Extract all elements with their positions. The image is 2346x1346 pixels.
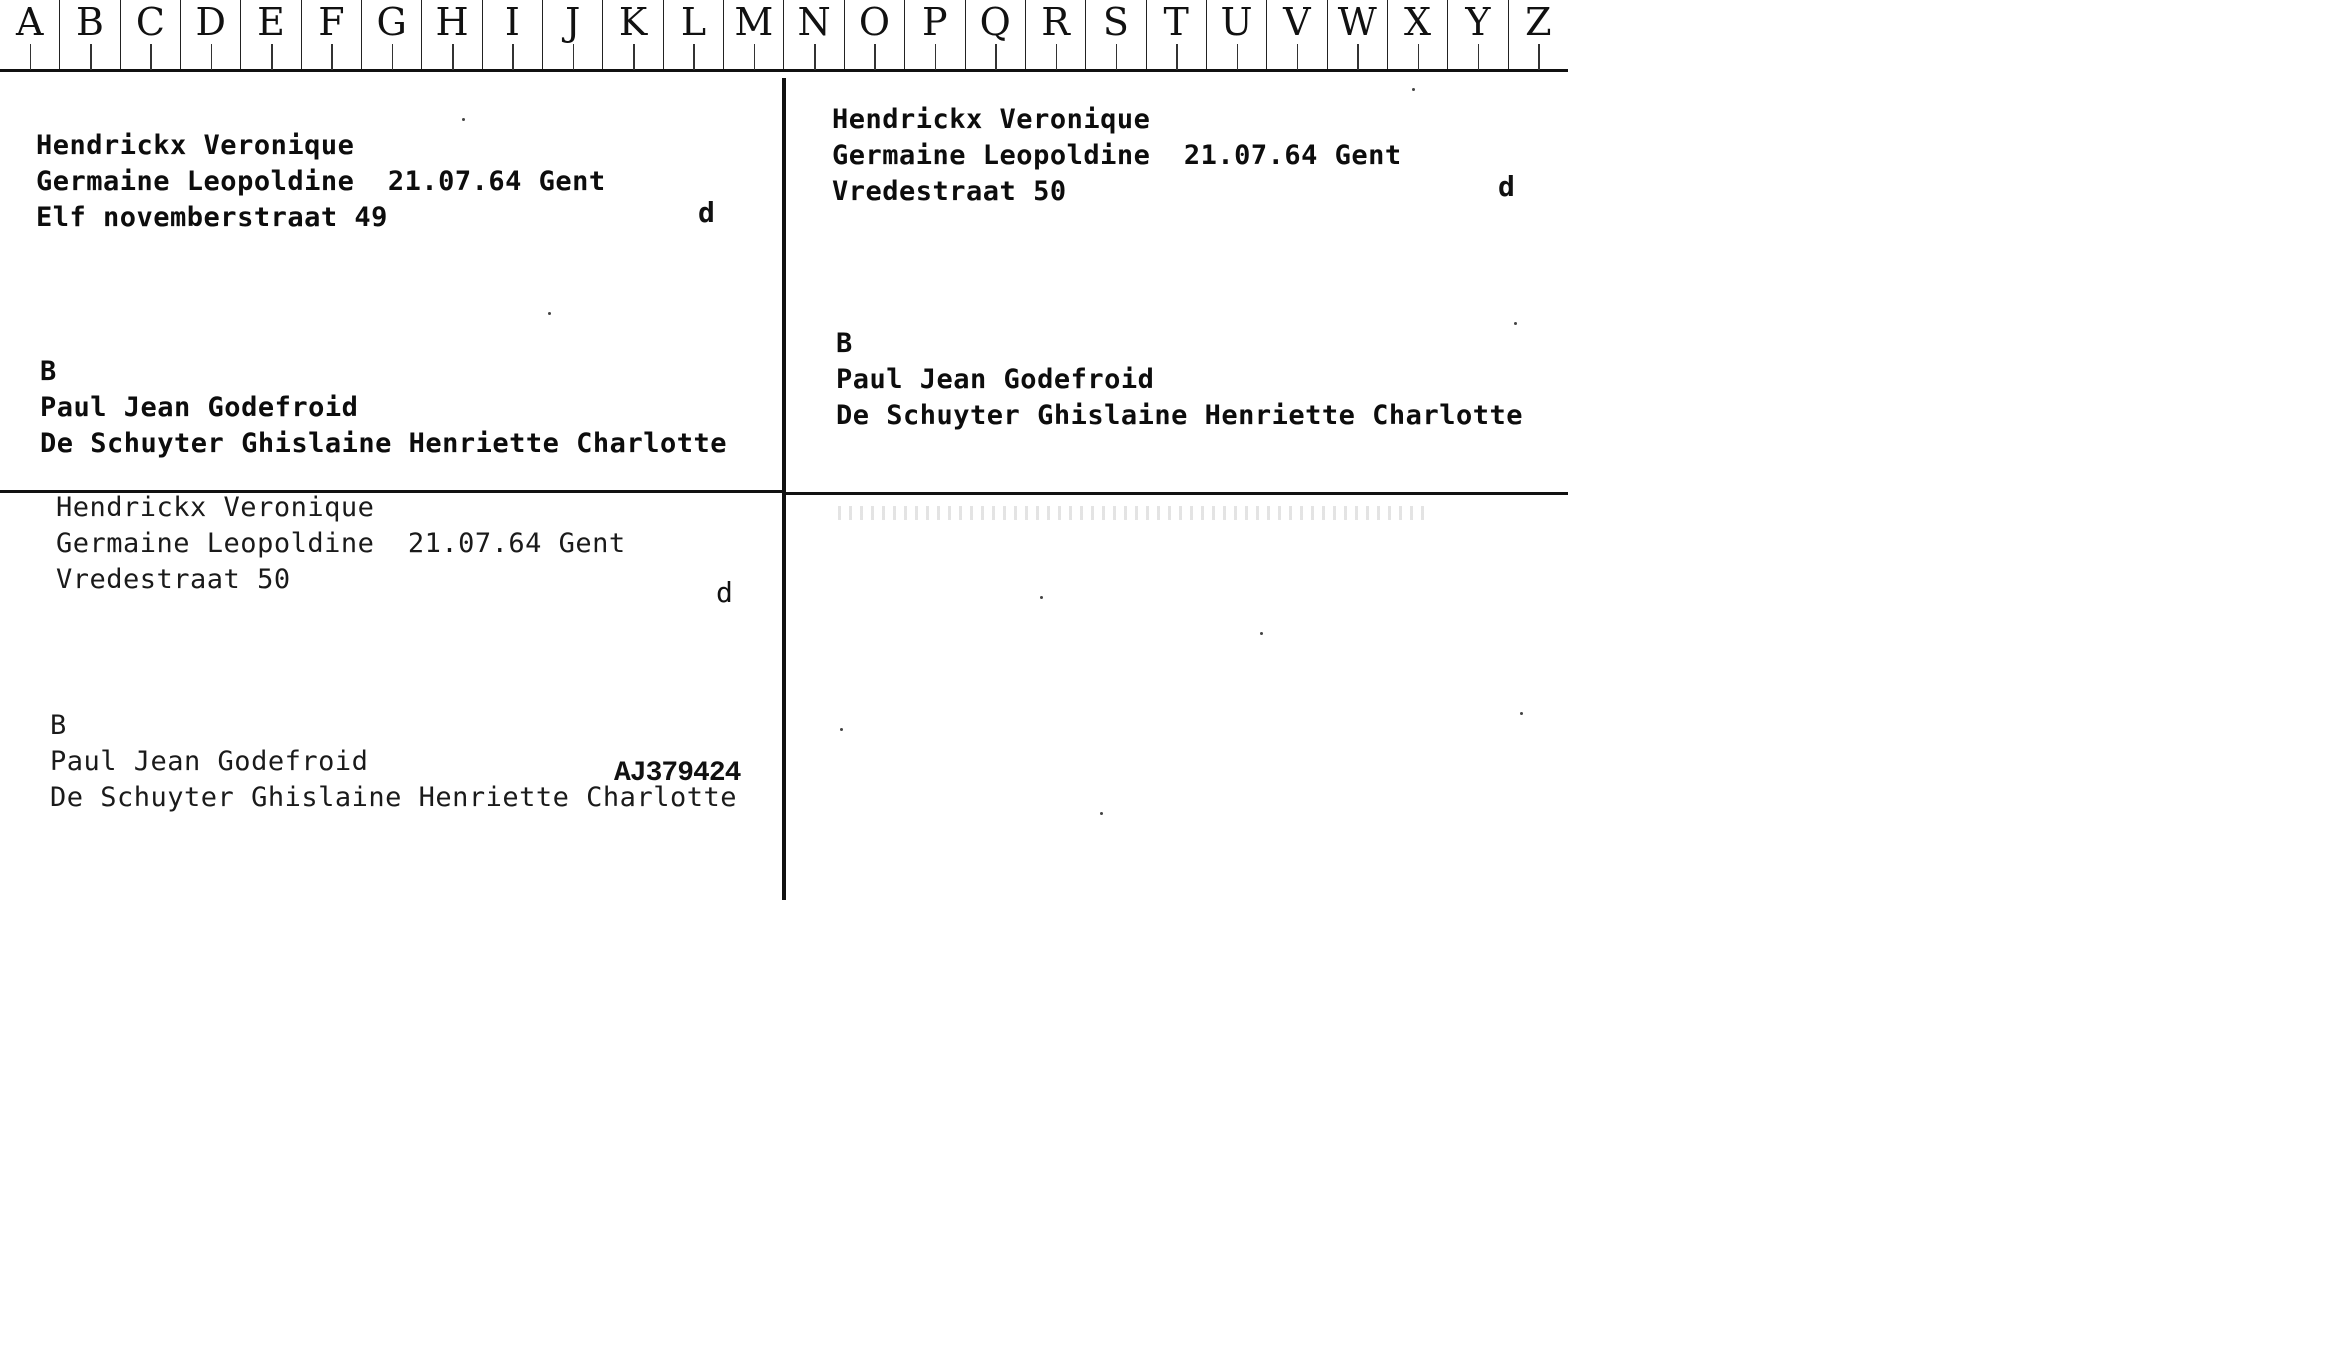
index-letter: N	[784, 0, 844, 69]
vertical-divider	[782, 78, 786, 900]
card-code: d	[698, 196, 715, 229]
index-letter: L	[664, 0, 724, 69]
dust-speck	[1040, 596, 1043, 599]
card-code: d	[716, 576, 733, 609]
dust-speck	[1520, 712, 1523, 715]
card-relation-father: Paul Jean Godefroid	[40, 392, 359, 423]
card-relation-father: Paul Jean Godefroid	[836, 364, 1155, 395]
index-letter: D	[181, 0, 241, 69]
record-card-bottom-left	[56, 490, 626, 598]
index-letter: E	[241, 0, 301, 69]
record-card-top-right-relations	[836, 326, 1523, 434]
index-letter: T	[1147, 0, 1207, 69]
index-letter: F	[302, 0, 362, 69]
card-section-label: B	[50, 710, 67, 741]
index-letter: C	[121, 0, 181, 69]
card-birth-line: Germaine Leopoldine 21.07.64 Gent	[56, 528, 626, 559]
index-letter: S	[1086, 0, 1146, 69]
dust-speck	[1514, 322, 1517, 325]
card-code: d	[1498, 170, 1515, 203]
index-letter: A	[0, 0, 60, 69]
index-letter: H	[422, 0, 482, 69]
dust-speck	[1260, 632, 1263, 635]
index-letter: W	[1328, 0, 1388, 69]
dust-speck	[1412, 88, 1415, 91]
index-letter: O	[845, 0, 905, 69]
index-letter: U	[1207, 0, 1267, 69]
card-relation-mother: De Schuyter Ghislaine Henriette Charlotte	[836, 400, 1523, 431]
index-letter: I	[483, 0, 543, 69]
card-relation-mother: De Schuyter Ghislaine Henriette Charlotte	[50, 782, 737, 813]
card-section-label: B	[40, 356, 57, 387]
card-birth-line: Germaine Leopoldine 21.07.64 Gent	[832, 140, 1402, 171]
horizontal-divider-right	[786, 492, 1568, 495]
index-letter: V	[1267, 0, 1327, 69]
dust-speck	[462, 118, 465, 121]
card-name-line: Hendrickx Veronique	[832, 104, 1151, 135]
index-letter: B	[60, 0, 120, 69]
card-name-line: Hendrickx Veronique	[56, 492, 375, 523]
record-card-top-left	[36, 128, 606, 236]
card-relation-father: Paul Jean Godefroid	[50, 746, 369, 777]
card-birth-line: Germaine Leopoldine 21.07.64 Gent	[36, 166, 606, 197]
dust-speck	[840, 728, 843, 731]
index-letter: G	[362, 0, 422, 69]
index-letter: Q	[966, 0, 1026, 69]
record-card-top-right	[832, 102, 1402, 210]
card-address-line: Vredestraat 50	[832, 176, 1067, 207]
card-section-label: B	[836, 328, 853, 359]
index-letter: M	[724, 0, 784, 69]
record-card-top-left-relations	[40, 354, 727, 462]
index-letter: P	[905, 0, 965, 69]
card-name-line: Hendrickx Veronique	[36, 130, 355, 161]
alphabet-index	[0, 0, 1568, 72]
index-letter: K	[603, 0, 663, 69]
index-letter: J	[543, 0, 603, 69]
card-address-line: Elf novemberstraat 49	[36, 202, 388, 233]
card-relation-mother: De Schuyter Ghislaine Henriette Charlotte	[40, 428, 727, 459]
index-letter: X	[1388, 0, 1448, 69]
index-letter: R	[1026, 0, 1086, 69]
document-id-stamp: AJ379424	[614, 758, 741, 789]
card-address-line: Vredestraat 50	[56, 564, 291, 595]
dust-speck	[1100, 812, 1103, 815]
index-letter: Y	[1448, 0, 1508, 69]
faint-ink-residue	[838, 506, 1428, 520]
index-letter: Z	[1509, 0, 1568, 69]
dust-speck	[548, 312, 551, 315]
